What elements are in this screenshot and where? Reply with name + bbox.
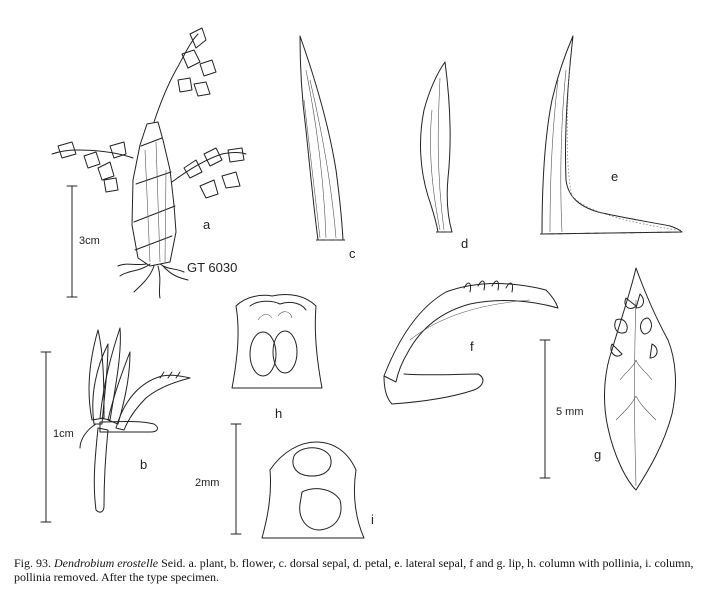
panel-label-h: h <box>275 406 283 421</box>
lateral-sepal-drawing <box>540 36 684 234</box>
scale-label-lip: 5 mm <box>556 406 584 418</box>
plant-drawing <box>52 28 246 298</box>
scale-label-flower: 1cm <box>53 428 74 440</box>
panel-label-f: f <box>470 339 474 354</box>
petal-drawing <box>421 62 454 232</box>
panel-label-e: e <box>611 169 619 184</box>
panel-label-d: d <box>461 236 469 251</box>
dorsal-sepal-drawing <box>300 36 345 240</box>
scale-bar-lip <box>540 340 550 478</box>
caption-text: Seid. a. plant, b. flower, c. dorsal sepal, d. petal, e. lateral sepal, f and g. lip, h. column with pollinia, i. column, pollinia removed. After the type specimen. <box>14 556 694 584</box>
species-name: Dendrobium erostelle <box>54 556 159 570</box>
panel-label-a: a <box>203 217 211 232</box>
flower-drawing <box>80 328 190 512</box>
column-pollinia-removed-drawing <box>262 442 364 538</box>
scale-bar-column <box>231 424 241 534</box>
scale-label-plant: 3cm <box>79 235 100 247</box>
panel-label-b: b <box>140 457 148 472</box>
panel-label-c: c <box>349 246 356 261</box>
collector-number: GT 6030 <box>187 260 238 275</box>
scale-bar-plant <box>67 186 77 297</box>
scale-label-column: 2mm <box>195 477 220 489</box>
figure-caption <box>14 556 704 584</box>
figure-number: Fig. 93. <box>14 556 52 570</box>
scale-bar-flower <box>41 352 51 522</box>
lip-front-view-drawing <box>605 268 676 490</box>
column-with-pollinia-drawing <box>232 294 322 388</box>
panel-label-i: i <box>371 512 374 527</box>
panel-label-g: g <box>594 447 602 462</box>
